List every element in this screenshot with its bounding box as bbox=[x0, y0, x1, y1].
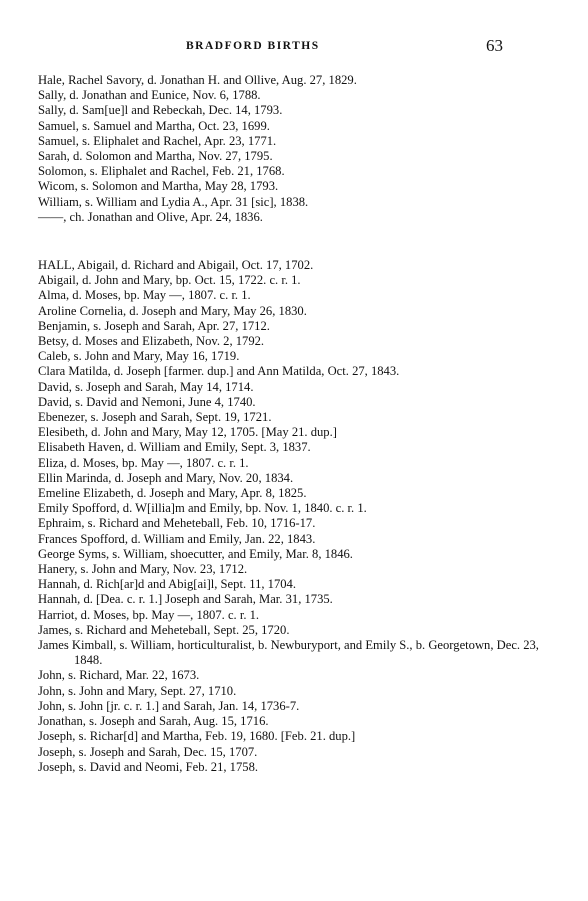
birth-entry: Benjamin, s. Joseph and Sarah, Apr. 27, 1712. bbox=[38, 318, 270, 333]
birth-entry: Ellin Marinda, d. Joseph and Mary, Nov. 20, 1834. bbox=[38, 470, 294, 485]
birth-entry: Aroline Cornelia, d. Joseph and Mary, May 26, 1830. bbox=[38, 303, 307, 318]
birth-entry: Sally, d. Sam[ue]l and Rebeckah, Dec. 14, 1793. bbox=[38, 103, 283, 118]
birth-entry: Caleb, s. John and Mary, May 16, 1719. bbox=[38, 349, 240, 364]
running-title: BRADFORD BIRTHS bbox=[186, 40, 320, 52]
birth-entry: Joseph, s. David and Neomi, Feb. 21, 1758. bbox=[38, 759, 259, 774]
birth-entry: Hannah, d. [Dea. c. r. 1.] Joseph and Sarah, Mar. 31, 1735. bbox=[38, 592, 333, 607]
birth-entry: David, s. David and Nemoni, June 4, 1740. bbox=[38, 394, 256, 409]
birth-entry: Alma, d. Moses, bp. May —, 1807. c. r. 1. bbox=[38, 288, 251, 303]
birth-entry: Frances Spofford, d. William and Emily, Jan. 22, 1843. bbox=[38, 531, 316, 546]
birth-entry: Hale, Rachel Savory, d. Jonathan H. and Ollive, Aug. 27, 1829. bbox=[38, 73, 357, 87]
birth-entry: Ephraim, s. Richard and Meheteball, Feb. 10, 1716-17. bbox=[38, 516, 316, 531]
birth-entry: ——, ch. Jonathan and Olive, Apr. 24, 1836. bbox=[38, 209, 263, 224]
birth-entry: Harriot, d. Moses, bp. May —, 1807. c. r. 1. bbox=[38, 607, 260, 622]
birth-entry: Ebenezer, s. Joseph and Sarah, Sept. 19, 1721. bbox=[38, 410, 272, 425]
birth-entry: Eliza, d. Moses, bp. May —, 1807. c. r. 1. bbox=[38, 455, 249, 470]
birth-entry: Hanery, s. John and Mary, Nov. 23, 1712. bbox=[38, 562, 248, 577]
birth-entry: Solomon, s. Eliphalet and Rachel, Feb. 21, 1768. bbox=[38, 164, 285, 179]
birth-entry: Emeline Elizabeth, d. Joseph and Mary, Apr. 8, 1825. bbox=[38, 486, 307, 501]
birth-entry: Jonathan, s. Joseph and Sarah, Aug. 15, 1716. bbox=[38, 714, 269, 729]
birth-entry: Emily Spofford, d. W[illia]m and Emily, bp. Nov. 1, 1840. c. r. 1. bbox=[38, 501, 367, 516]
birth-entry: David, s. Joseph and Sarah, May 14, 1714. bbox=[38, 379, 254, 394]
birth-entry: Sarah, d. Solomon and Martha, Nov. 27, 1795. bbox=[38, 149, 273, 164]
birth-entry: Joseph, s. Joseph and Sarah, Dec. 15, 1707. bbox=[38, 744, 258, 759]
birth-entry: John, s. Richard, Mar. 22, 1673. bbox=[38, 668, 200, 683]
page-header bbox=[0, 36, 588, 60]
birth-entry: John, s. John and Mary, Sept. 27, 1710. bbox=[38, 683, 237, 698]
birth-entry: George Syms, s. William, shoecutter, and Emily, Mar. 8, 1846. bbox=[38, 546, 353, 561]
birth-entry: Elesibeth, d. John and Mary, May 12, 1705. [May 21. dup.] bbox=[38, 425, 337, 440]
birth-entry: Samuel, s. Eliphalet and Rachel, Apr. 23, 1771. bbox=[38, 133, 277, 148]
hale-section bbox=[38, 73, 558, 225]
birth-entry: Betsy, d. Moses and Elizabeth, Nov. 2, 1792. bbox=[38, 334, 265, 349]
birth-entry: Wicom, s. Solomon and Martha, May 28, 1793. bbox=[38, 179, 279, 194]
birth-entry: Joseph, s. Richar[d] and Martha, Feb. 19, 1680. [Feb. 21. dup.] bbox=[38, 729, 356, 744]
hall-section bbox=[38, 258, 558, 775]
birth-entry: James, s. Richard and Meheteball, Sept. 25, 1720. bbox=[38, 622, 290, 637]
birth-entry: Samuel, s. Samuel and Martha, Oct. 23, 1699. bbox=[38, 118, 270, 133]
birth-entry: Abigail, d. John and Mary, bp. Oct. 15, 1722. c. r. 1. bbox=[38, 273, 301, 288]
birth-entry: John, s. John [jr. c. r. 1.] and Sarah, Jan. 14, 1736-7. bbox=[38, 698, 300, 713]
birth-entry: Clara Matilda, d. Joseph [farmer. dup.] and Ann Matilda, Oct. 27, 1843. bbox=[38, 364, 400, 379]
birth-entry: Elisabeth Haven, d. William and Emily, Sept. 3, 1837. bbox=[38, 440, 311, 455]
birth-entry: William, s. William and Lydia A., Apr. 31 [sic], 1838. bbox=[38, 194, 309, 209]
birth-entry: HALL, Abigail, d. Richard and Abigail, Oct. 17, 1702. bbox=[38, 258, 314, 272]
page-number: 63 bbox=[486, 36, 503, 55]
birth-entry: Sally, d. Jonathan and Eunice, Nov. 6, 1788. bbox=[38, 88, 261, 103]
birth-entry: James Kimball, s. William, horticulturalist, b. Newburyport, and Emily S., b. Georgetown, Dec. 23, 1848. bbox=[38, 638, 539, 668]
birth-entry: Hannah, d. Rich[ar]d and Abig[ai]l, Sept. 11, 1704. bbox=[38, 577, 296, 592]
